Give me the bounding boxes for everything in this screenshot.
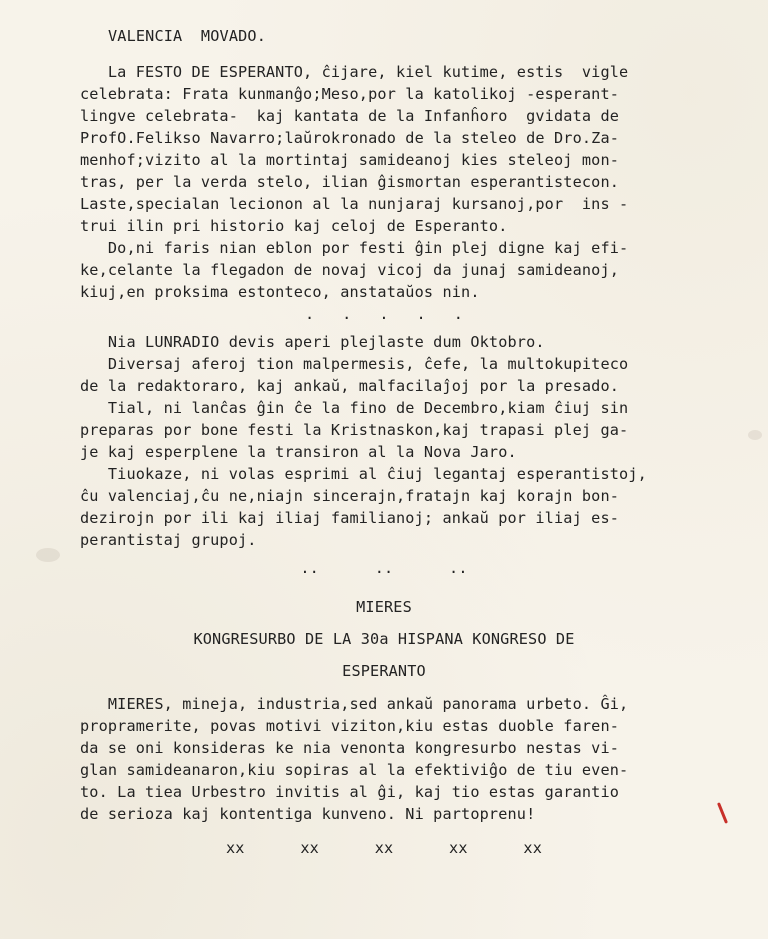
text-line: MIERES, mineja, industria,sed ankaŭ panorama urbeto. Ĝi, [80,695,629,713]
text-line: ProfO.Felikso Navarro;laŭrokronado de la steleo de Dro.Za- [80,129,620,147]
footer-ornament: xx xx xx xx xx [226,839,542,857]
text-line: preparas por bone festi la Kristnaskon,kaj trapasi plej ga- [80,421,629,439]
text-line: da se oni konsideras ke nia venonta kongresurbo nestas vi- [80,739,620,757]
text-line: perantistaj grupoj. [80,531,257,549]
section-header-valencia: VALENCIA MOVADO. [108,27,266,45]
text-line: de la redaktoraro, kaj ankaŭ, malfacilaĵoj por la presado. [80,377,620,395]
text-line: menhof;vizito al la mortintaj samideanoj kies steleoj mon- [80,151,620,169]
red-pen-mark [717,802,728,824]
separator-dots: . . . . . [305,305,463,323]
text-line: Laste,specialan lecionon al la nunjaraj kursanoj,por ins - [80,195,629,213]
text-line: tras, per la verda stelo, ilian ĝismortan esperantistecon. [80,173,620,191]
paper-stain [748,430,762,440]
section-subtitle: ESPERANTO [342,662,426,680]
text-line: propramerite, povas motivi viziton,kiu estas duoble faren- [80,717,620,735]
text-line: to. La tiea Urbestro invitis al ĝi, kaj tio estas garantio [80,783,620,801]
text-line: La FESTO DE ESPERANTO, ĉijare, kiel kutime, estis vigle [80,63,629,81]
section-subtitle: KONGRESURBO DE LA 30a HISPANA KONGRESO DE [193,630,575,648]
separator-dots: .. .. .. [300,559,468,577]
text-line: je kaj esperplene la transiron al la Nova Jaro. [80,443,517,461]
text-line: celebrata: Frata kunmanĝo;Meso,por la katolikoj -esperant- [80,85,620,103]
text-line: dezirojn por ili kaj iliaj familianoj; ankaŭ por iliaj es- [80,509,620,527]
text-line: trui ilin pri historio kaj celoj de Esperanto. [80,217,508,235]
section-title-mieres: MIERES [356,598,412,616]
text-line: lingve celebrata- kaj kantata de la Infanĥoro gvidata de [80,107,620,125]
text-line: ĉu valenciaj,ĉu ne,niajn sincerajn,fratajn kaj korajn bon- [80,487,620,505]
text-line: Tiuokaze, ni volas esprimi al ĉiuj legantaj esperantistoj, [80,465,647,483]
text-line: kiuj,en proksima estonteco, anstataŭos nin. [80,283,480,301]
text-line: Do,ni faris nian eblon por festi ĝin plej digne kaj efi- [80,239,629,257]
paper-stain [36,548,60,562]
text-line: de serioza kaj kontentiga kunveno. Ni partoprenu! [80,805,536,823]
text-line: Nia LUNRADIO devis aperi plejlaste dum Oktobro. [80,333,545,351]
text-line: ke,celante la flegadon de novaj vicoj da junaj samideanoj, [80,261,620,279]
text-line: glan samideanaron,kiu sopiras al la efektiviĝo de tiu even- [80,761,629,779]
text-line: Diversaj aferoj tion malpermesis, ĉefe, la multokupiteco [80,355,629,373]
text-line: Tial, ni lanĉas ĝin ĉe la fino de Decembro,kiam ĉiuj sin [80,399,629,417]
